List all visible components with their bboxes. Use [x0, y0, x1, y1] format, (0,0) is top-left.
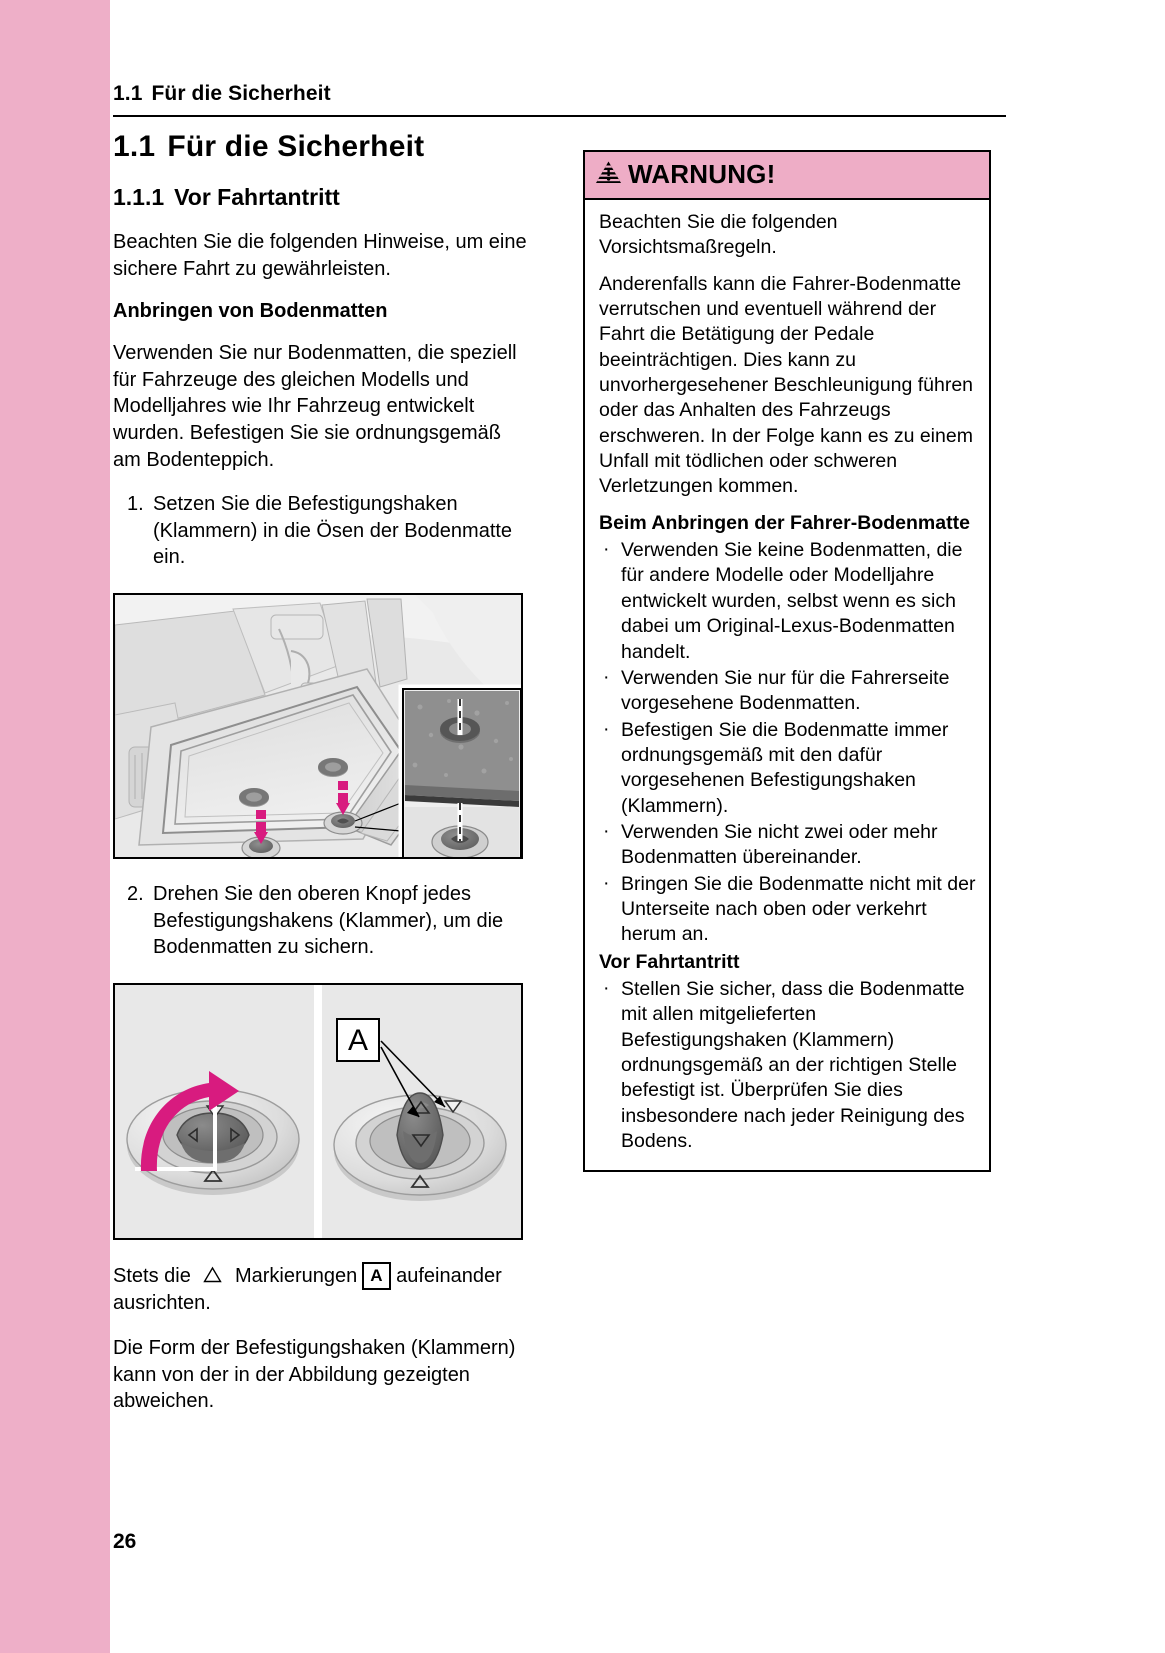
step-text: Drehen Sie den oberen Knopf jedes Befestigungshakens (Klammer), um die Bodenmatten zu sichern. — [153, 882, 504, 959]
warning-header — [585, 152, 989, 200]
warning-item-text: Stellen Sie sicher, dass die Bodenmatte mit allen mitgelieferten Befestigungshaken (Klammern) ordnungsgemäß an der richtigen Stelle befestigt ist. Überprüfen Sie dies insbesondere nach jeder Reinigung des Bodens. — [621, 977, 965, 1153]
warning-item-text: Befestigen Sie die Bodenmatte immer ordnungsgemäß mit den dafür vorgesehenen Befestigungshaken (Klammern). — [621, 718, 949, 817]
list-item — [113, 491, 533, 571]
warning-item-text: Verwenden Sie nur für die Fahrerseite vorgesehene Bodenmatten. — [621, 666, 950, 715]
warning-triangle-icon — [595, 160, 622, 190]
step-text: Setzen Sie die Befestigungshaken (Klammern) in die Ösen der Bodenmatte ein. — [153, 493, 513, 569]
note-pre: Stets die — [113, 1264, 191, 1287]
bullet-icon: · — [603, 538, 610, 561]
step-list-part2 — [113, 881, 533, 961]
note-post: aufeinander ausrichten. — [113, 1264, 502, 1315]
list-item — [599, 538, 977, 665]
manual-page — [110, 0, 1165, 1653]
bullet-icon: · — [603, 871, 610, 894]
running-header-number: 1.1 — [113, 82, 143, 105]
list-item — [599, 820, 977, 871]
run-in-heading: Anbringen von Bodenmatten — [113, 300, 388, 323]
step-list-part1 — [113, 491, 533, 571]
callout-label-a: A — [347, 1023, 369, 1057]
running-header — [113, 82, 1006, 117]
warning-paragraph: Anderenfalls kann die Fahrer-Bodenmatte verrutschen und eventuell während der Fahrt die Betätigung der Pedale beeinträchtigen. Dies kann zu unvorhergesehener Beschleunigung führen oder das Anhalten des Fahrzeugs erschweren. In der Folge kann es zu einem Unfall mit tödlichen oder schweren Verletzungen kommen. — [599, 272, 974, 498]
step-marker: 2. — [127, 882, 144, 905]
warning-group-heading: Vor Fahrtantritt — [599, 950, 740, 973]
list-item — [599, 977, 977, 1154]
warning-item-text: Bringen Sie die Bodenmatte nicht mit der Unterseite nach oben oder verkehrt herum an. — [621, 872, 976, 946]
edge-thumb-tab — [0, 0, 110, 1653]
warning-item-text: Verwenden Sie nicht zwei oder mehr Bodenmatten übereinander. — [621, 820, 938, 869]
figure-hook-knob-svg — [115, 985, 521, 1238]
list-item — [599, 666, 977, 717]
warning-title: WARNUNG! — [628, 159, 776, 189]
figure-hook-knob-rotation — [113, 983, 523, 1240]
warning-group-list — [599, 977, 977, 1154]
intro-paragraph: Beachten Sie die folgenden Hinweise, um eine sichere Fahrt zu gewährleisten. — [113, 231, 527, 280]
closing-notes — [113, 1262, 533, 1415]
note-hook-shape: Die Form der Befestigungshaken (Klammern) kann von der in der Abbildung gezeigten abweichen. — [113, 1336, 516, 1413]
right-column — [583, 150, 995, 1172]
subsection-number: 1.1.1 — [113, 184, 165, 210]
list-item — [599, 872, 977, 948]
figure-panel-divider — [314, 985, 322, 1238]
warning-item-text: Verwenden Sie keine Bodenmatten, die für andere Modelle oder Modelljahre entwickelt wurden, selbst wenn es sich dabei um Original-Lexus-Bodenmatten handelt. — [621, 539, 963, 663]
retaining-hook-rear — [324, 812, 362, 834]
warning-group-heading: Beim Anbringen der Fahrer-Bodenmatte — [599, 511, 970, 534]
list-item — [113, 881, 533, 961]
subsection-title — [113, 184, 533, 211]
warning-body — [585, 200, 989, 1170]
bullet-icon: · — [603, 976, 610, 999]
note-mid: Markierungen — [234, 1264, 358, 1287]
body-paragraph: Verwenden Sie nur Bodenmatten, die speziell für Fahrzeuge des gleichen Modells und Modelljahres wie Ihr Fahrzeug entwickelt wurden. Befestigen Sie sie ordnungsgemäß am Bodenteppich. — [113, 342, 517, 471]
warning-paragraph: Beachten Sie die folgenden Vorsichtsmaßregeln. — [599, 211, 838, 259]
bullet-icon: · — [603, 819, 610, 842]
bullet-icon: · — [603, 717, 610, 740]
section-title — [113, 130, 533, 164]
section-title-text: Für die Sicherheit — [167, 130, 425, 163]
subsection-title-text: Vor Fahrtantritt — [174, 184, 340, 210]
list-item — [599, 718, 977, 819]
inline-box-a: A — [362, 1262, 390, 1290]
mat-eyelet-front — [239, 788, 269, 807]
figure-floor-mat-svg — [115, 595, 521, 857]
page-number: 26 — [113, 1530, 137, 1553]
warning-group-list — [599, 538, 977, 948]
detail-inset-panel — [401, 687, 521, 857]
running-header-title: Für die Sicherheit — [151, 82, 331, 105]
step-marker: 1. — [127, 493, 144, 516]
figure-floor-mat-installation — [113, 593, 523, 859]
mat-eyelet-rear — [318, 758, 348, 777]
bullet-icon: · — [603, 665, 610, 688]
warning-box — [583, 150, 991, 1172]
note-alignment — [113, 1262, 533, 1317]
triangle-mark-icon — [203, 1264, 222, 1291]
section-number: 1.1 — [113, 130, 156, 163]
left-column — [113, 130, 533, 1433]
